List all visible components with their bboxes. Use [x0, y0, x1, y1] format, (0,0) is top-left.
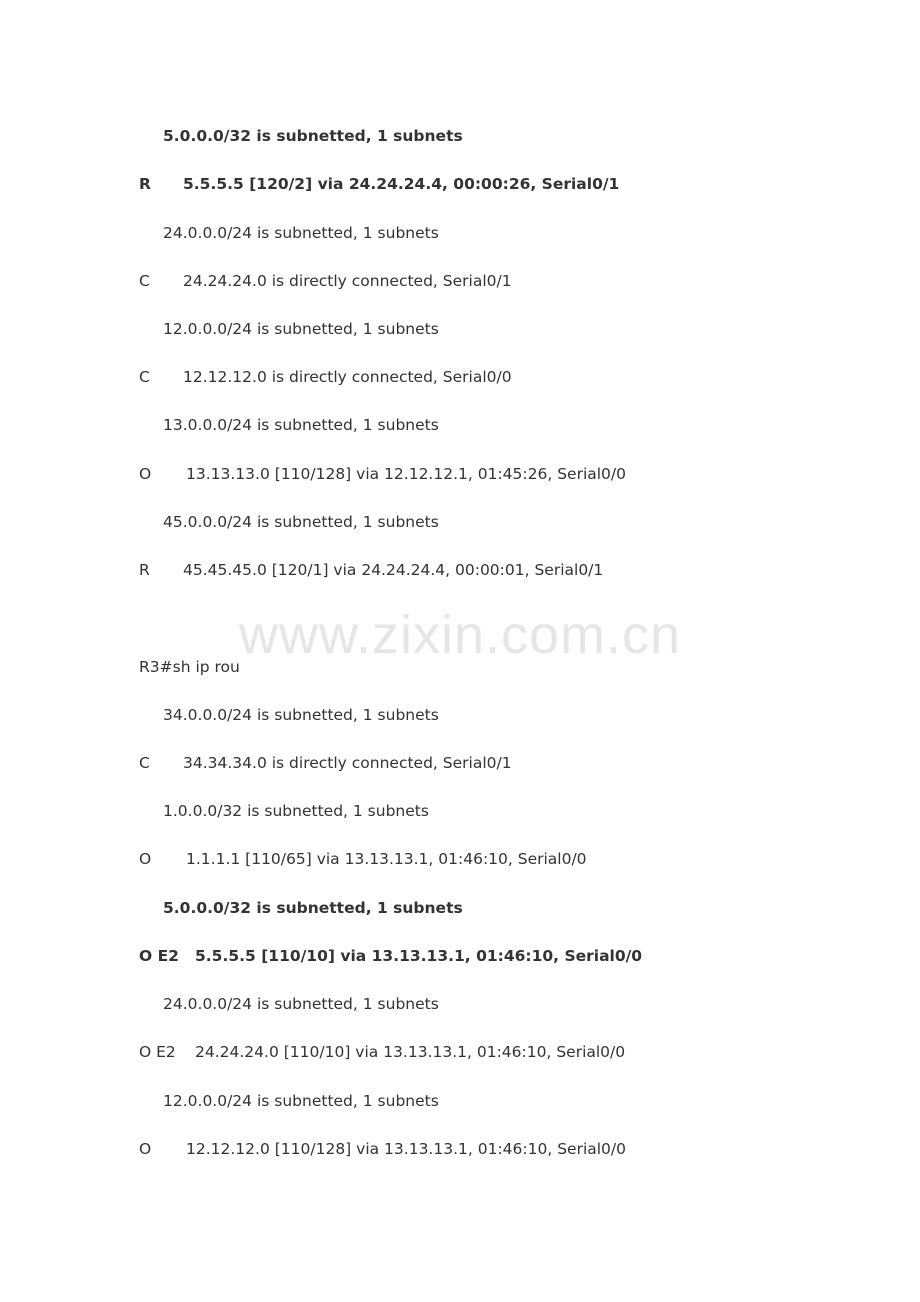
- route-line: [139, 365, 512, 389]
- route-text: 5.5.5.5 [120/2] via 24.24.24.4, 00:00:26, Serial0/1: [183, 175, 620, 193]
- route-line: [163, 799, 429, 823]
- route-line: [139, 1137, 626, 1161]
- route-code: R: [139, 175, 151, 193]
- route-line: [163, 1089, 439, 1113]
- route-text: 34.34.34.0 is directly connected, Serial0/1: [183, 754, 512, 772]
- route-text: 1.0.0.0/32 is subnetted, 1 subnets: [163, 802, 429, 820]
- route-text: 34.0.0.0/24 is subnetted, 1 subnets: [163, 706, 439, 724]
- route-line: [139, 462, 626, 486]
- route-code: O E2: [139, 1043, 176, 1061]
- route-code: O: [139, 850, 152, 868]
- route-code: R: [139, 561, 150, 579]
- route-line: [163, 413, 439, 437]
- route-text: 24.0.0.0/24 is subnetted, 1 subnets: [163, 224, 439, 242]
- route-text: 12.0.0.0/24 is subnetted, 1 subnets: [163, 320, 439, 338]
- route-line: [163, 221, 439, 245]
- route-line: [139, 751, 512, 775]
- route-text: 5.5.5.5 [110/10] via 13.13.13.1, 01:46:10, Serial0/0: [195, 947, 643, 965]
- route-text: 12.12.12.0 [110/128] via 13.13.13.1, 01:46:10, Serial0/0: [186, 1140, 626, 1158]
- route-line: [139, 172, 619, 196]
- route-text: 12.12.12.0 is directly connected, Serial0/0: [183, 368, 512, 386]
- route-code: C: [139, 754, 150, 772]
- route-code: O: [139, 1140, 152, 1158]
- route-text: 45.45.45.0 [120/1] via 24.24.24.4, 00:00:01, Serial0/1: [183, 561, 604, 579]
- route-line: [163, 703, 439, 727]
- route-text: 45.0.0.0/24 is subnetted, 1 subnets: [163, 513, 439, 531]
- prompt-line: [139, 655, 240, 679]
- route-text: 12.0.0.0/24 is subnetted, 1 subnets: [163, 1092, 439, 1110]
- route-text: 24.24.24.0 [110/10] via 13.13.13.1, 01:46:10, Serial0/0: [195, 1043, 626, 1061]
- route-text: 13.0.0.0/24 is subnetted, 1 subnets: [163, 416, 439, 434]
- route-text: 5.0.0.0/32 is subnetted, 1 subnets: [163, 899, 463, 917]
- route-text: 24.24.24.0 is directly connected, Serial0/1: [183, 272, 512, 290]
- route-code: C: [139, 272, 150, 290]
- route-line: [139, 1040, 625, 1064]
- route-code: O E2: [139, 947, 179, 965]
- route-text: 13.13.13.0 [110/128] via 12.12.12.1, 01:45:26, Serial0/0: [186, 465, 626, 483]
- route-line: [139, 944, 642, 968]
- watermark: www.zixin.com.cn: [238, 605, 682, 665]
- route-text: 1.1.1.1 [110/65] via 13.13.13.1, 01:46:10, Serial0/0: [186, 850, 587, 868]
- route-line: [163, 317, 439, 341]
- route-code: O: [139, 465, 152, 483]
- route-line: [139, 558, 603, 582]
- route-text: 24.0.0.0/24 is subnetted, 1 subnets: [163, 995, 439, 1013]
- route-text: 5.0.0.0/32 is subnetted, 1 subnets: [163, 127, 463, 145]
- route-line: [163, 992, 439, 1016]
- route-text: R3#sh ip rou: [139, 658, 240, 676]
- route-line: [139, 847, 587, 871]
- route-line: [139, 269, 512, 293]
- route-line: [163, 510, 439, 534]
- route-line: [163, 124, 463, 148]
- route-code: C: [139, 368, 150, 386]
- route-line: [163, 896, 463, 920]
